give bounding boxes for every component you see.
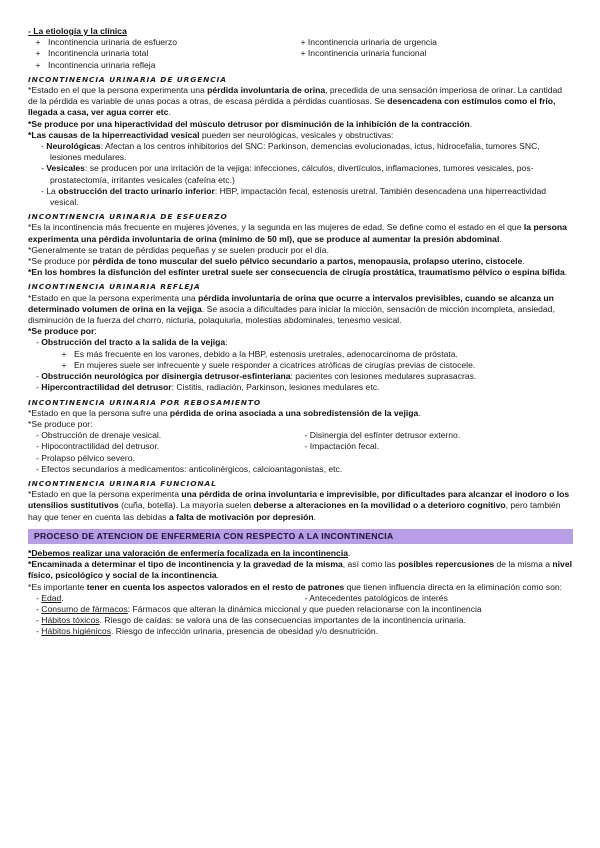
list-item: - Neurológicas: Afectan a los centros inhibitorios del SNC: Parkinson, demencias evolucionadas, ictus, hidrocefalia, tumores SNC, lesiones medulares. [41, 141, 540, 163]
paragraph: *Generalmente se tratan de pérdidas pequeñas y se suelen producir por el día. [28, 244, 329, 255]
paragraph: *Se produce por una hiperactividad del músculo detrusor por disminución de la inhibición de la contracción. [28, 118, 473, 129]
list-item: - Impactación fecal. [304, 441, 380, 452]
list-item: + Incontinencia urinaria funcional [300, 48, 427, 59]
paragraph: *Estado en que la persona sufre una pérdida de orina asociada a una sobredistensión de la vejiga. [28, 407, 421, 418]
etiologia-list [28, 37, 573, 71]
paragraph: *Estado en el que la persona experimenta una pérdida involuntaria de orina, precedida de una sensación imperiosa de orinar. La cantidad de la pérdida es variable de unas pocas a otras, de escasa pérdida a pérdidas cuantiosas. Se desencadena con estímulos como el frío, llegada a casa, ver agua correr etc. [28, 85, 563, 118]
list-item: - Hábitos higiénicos. Riesgo de infección urinaria, presencia de obesidad y/o desnutrición. [36, 626, 379, 637]
paragraph: *Las causas de la hiperreactividad vesical pueden ser neurológicas, vesicales y obstructivas: [28, 129, 394, 140]
list-item: + Incontinencia urinaria total [35, 48, 149, 59]
section-heading-rebosamiento: INCONTINENCIA URINARIA POR REBOSAMIENTO [28, 397, 262, 407]
paragraph: *Encaminada a determinar el tipo de incontinencia y la gravedad de la misma, así como las posibles repercusiones de la misma a nivel físico, psicológico y social de la incontinencia. [28, 559, 573, 581]
list-item: - Prolapso pélvico severo. [36, 452, 135, 463]
list-item: - Disinergia del esfínter detrusor externo. [304, 430, 461, 441]
list-item: + Es más frecuente en los varones, debido a la HBP, estenosis uretrales, adenocarcinoma de próstata. [61, 348, 458, 359]
section-heading-funcional: INCONTINENCIA URINARIA FUNCIONAL [28, 478, 217, 488]
list-item: - La obstrucción del tracto urinario inferior: HBP, impactación fecal, estenosis uretral. También desencadena una hiperreactividad vesical. [41, 185, 547, 208]
list-item: - Hipocontractilidad del detrusor. [36, 441, 160, 452]
list-item: - Consumo de fármacos: Fármacos que alteran la dinámica miccional y que pueden relacionarse con la incontinencia [36, 603, 482, 614]
paragraph: *Es la incontinencia más frecuente en mujeres jóvenes, y la segunda en las mujeres de edad. Se define como el estado en el que la persona experimenta una pérdida involuntaria de orina (mínimo de 50 ml), que se produce al aumentar la presión abdominal. [28, 222, 567, 244]
list-item: - Obstrucción neurológica por disinergia detrusor-esfinteriana: pacientes con lesiones medulares suprasacras. [36, 371, 477, 382]
list-item: - Obstrucción del tracto a la salida de la vejiga: [36, 337, 228, 348]
list-item: - Antecedentes patológicos de interés [304, 592, 448, 603]
etiologia-title: - La etiología y la clínica [28, 26, 127, 36]
section-heading-urgencia: INCONTINENCIA URINARIA DE URGENCIA [28, 74, 227, 84]
list-item: - Efectos secundarios a medicamentos: anticolinérgicos, calcioantagonistas, etc. [36, 463, 343, 474]
paragraph: *Se produce por: [28, 418, 93, 429]
list-item: + Incontinencia urinaria de esfuerzo [35, 37, 177, 48]
list-item: - Obstrucción de drenaje vesical. [36, 430, 162, 441]
list-item: + En mujeres suele ser infrecuente y suele responder a cicatrices atróficas de cirugías previas de cistocele. [61, 359, 476, 370]
paragraph: *Debemos realizar una valoración de enfermería focalizada en la incontinencia. [28, 547, 351, 558]
list-item: - Hipercontractilidad del detrusor: Cistitis, radiación, Parkinson, lesiones medulares etc. [36, 382, 380, 393]
paragraph: *Estado en que la persona experimenta una pérdida de orina involuntaria e imprevisible, por dificultades para alcanzar el inodoro o los utensilios sustitutivos (cuña, botella). La mayoría suelen deberse a alteraciones en la movilidad o a deterioro cognitivo, pero también hay que tener en cuenta las debidas a falta de motivación por depresión. [28, 489, 570, 522]
list-item: + Incontinencia urinaria refleja [35, 59, 156, 70]
list-item: - Edad. [36, 592, 64, 603]
section-banner-proceso: PROCESO DE ATENCION DE ENFERMERIA CON RESPECTO A LA INCONTINENCIA [28, 529, 573, 544]
paragraph: *Se produce por: [28, 326, 97, 337]
paragraph: *Estado en que la persona experimenta una pérdida involuntaria de orina que ocurre a intervalos previsibles, cuando se alcanza un determinado volumen de orina en la vejiga. Se asocia a dificultades para iniciar la micción, sensación de micción incompleta, ansiedad, disminución de la fuerza del chorro, nicturia, polaquiuria, molestias abdominales, tenesmo vesical. [28, 292, 555, 326]
paragraph: *En los hombres la disfunción del esfínter uretral suele ser consecuencia de cirugía prostática, traumatismo pélvico o espina bífida. [28, 267, 568, 278]
document-page [28, 26, 573, 638]
list-item: - Vesicales: se producen por una irritación de la vejiga: infecciones, cálculos, divertículos, inflamaciones, tumores vesicales, pos-prostatectomía, irritantes vesicales (cafeína etc.) [41, 163, 534, 185]
rebosamiento-causes [28, 430, 573, 464]
section-heading-esfuerzo: INCONTINENCIA URINARIA DE ESFUERZO [28, 212, 228, 222]
section-heading-refleja: INCONTINENCIA URINARIA REFLEJA [28, 282, 201, 292]
list-item: + Incontinencia urinaria de urgencia [300, 37, 437, 48]
proceso-factors [28, 593, 573, 604]
list-item: - Hábitos tóxicos. Riesgo de caídas: se valora una de las consecuencias importantes de la incontinencia urinaria. [36, 615, 466, 626]
paragraph: *Se produce por pérdida de tono muscular del suelo pélvico secundario a partos, menopausia, prolapso uterino, cistocele. [28, 256, 525, 267]
paragraph: *Es importante tener en cuenta los aspectos valorados en el resto de patrones que tienen influencia directa en la eliminación como son: [28, 581, 563, 592]
